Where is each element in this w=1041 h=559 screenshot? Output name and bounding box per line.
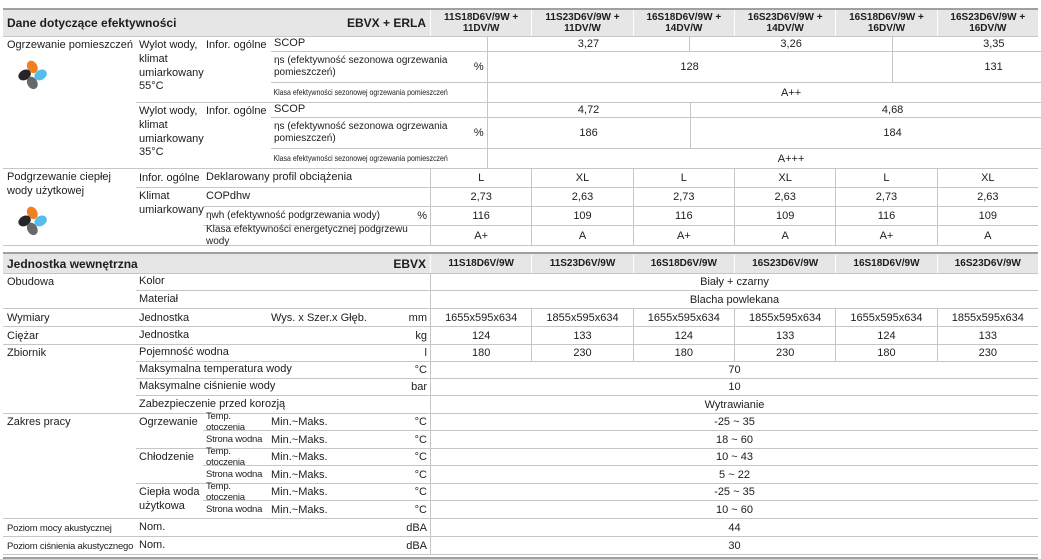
- model-column-header: 16S23D6V/9W: [937, 254, 1038, 273]
- efficiency-section-title: Dane dotyczące efektywności: [7, 16, 177, 30]
- mode-label: Ciepła woda użytkowa: [139, 486, 200, 512]
- value-cell: 109: [531, 207, 632, 225]
- value-cell: A: [734, 226, 835, 245]
- value-cell: 10: [430, 379, 1038, 395]
- value-cell: 116: [430, 207, 531, 225]
- water-outlet-55-block: [136, 37, 1041, 103]
- spec-row-cooling-water: [203, 466, 1038, 483]
- value-cell: L: [430, 169, 531, 187]
- unit-label: °C: [414, 433, 427, 446]
- value-cell: A+: [835, 226, 936, 245]
- spec-row-load-profile: [136, 169, 1038, 188]
- spec-row-scop-35: [271, 103, 1041, 118]
- space-heating-rows: [136, 37, 1041, 168]
- value-cell: 230: [937, 345, 1038, 361]
- indoor-header-left: [3, 254, 430, 273]
- param-label: Jednostka: [139, 328, 190, 341]
- model-column-header: 11S18D6V/9W + 11DV/W: [430, 10, 531, 36]
- unit-label: %: [473, 61, 484, 73]
- value-cell: 109: [937, 207, 1038, 225]
- sound-pressure-label-cell: [3, 537, 136, 554]
- param-label: Nom.: [139, 520, 166, 533]
- value-cell: 5 ~ 22: [430, 466, 1038, 483]
- param-label: Klasa efektywności sezonowej ogrzewania pomieszczeń: [273, 87, 448, 98]
- spec-row-corrosion-protection: [136, 396, 1038, 413]
- sub-param-label: Strona wodna: [206, 504, 263, 515]
- row-group-label: Wymiary: [7, 311, 50, 324]
- spec-row-sound-power: [136, 519, 1038, 536]
- value-cell: 128: [487, 52, 892, 82]
- value-cell: 124: [430, 327, 531, 344]
- spec-row-material: [136, 291, 1038, 308]
- value-cell: 1655x595x634: [835, 309, 936, 326]
- range-label: Min.~Maks.: [271, 416, 328, 428]
- param-label: Materiał: [139, 292, 179, 305]
- seasonal-efficiency-flower-icon: [17, 62, 47, 90]
- value-cell: L: [835, 169, 936, 187]
- value-cell: Biały + czarny: [430, 274, 1038, 290]
- value-cell: 1855x595x634: [937, 309, 1038, 326]
- spec-row-cooling-ambient: [203, 446, 1038, 468]
- value-cell: A+++: [487, 149, 1041, 168]
- unit-label: dBA: [406, 521, 427, 534]
- value-cell: 230: [531, 345, 632, 361]
- info-label: Infor. ogólne: [206, 105, 267, 117]
- spec-row-water-volume: [136, 345, 1038, 362]
- model-column-header: 16S18D6V/9W: [633, 254, 734, 273]
- value-cell: A: [937, 226, 1038, 245]
- value-cell: Blacha powlekana: [430, 291, 1038, 308]
- spec-row-dhw-class: [203, 223, 1038, 247]
- range-label: Min.~Maks.: [271, 468, 328, 481]
- spec-row-max-water-temp: [136, 362, 1038, 379]
- value-cell: 3,35: [892, 37, 1041, 51]
- indoor-model-columns: [430, 254, 1038, 273]
- model-column-header: 16S23D6V/9W: [734, 254, 835, 273]
- unit-label: °C: [414, 486, 427, 498]
- space-heating-group-label-cell: [3, 37, 136, 168]
- spec-row-weight: [136, 327, 1038, 344]
- model-column-header: 11S18D6V/9W: [430, 254, 531, 273]
- value-cell: 180: [633, 345, 734, 361]
- mode-label: Chłodzenie: [139, 451, 195, 463]
- unit-label: %: [417, 210, 427, 222]
- row-group-label: Ogrzewanie pomieszczeń: [7, 39, 133, 51]
- tank-group: [3, 345, 1038, 414]
- indoor-model-series: EBVX: [393, 256, 426, 271]
- model-column-header: 16S18D6V/9W + 16DV/W: [835, 10, 936, 36]
- range-label: Min.~Maks.: [271, 451, 328, 463]
- row-group-label: Ciężar: [7, 329, 39, 342]
- value-cell: 186: [487, 118, 690, 148]
- value-cell: XL: [734, 169, 835, 187]
- param-detail-label: Wys. x Szer.x Głęb.: [271, 311, 367, 324]
- dimensions-group: [3, 309, 1038, 327]
- unit-label: [453, 103, 487, 117]
- condition-label: Wylot wody, klimat umiarkowany 55°C: [139, 39, 204, 93]
- sub-param-label: Strona wodna: [206, 434, 263, 445]
- value-cell: 2,73: [835, 188, 936, 206]
- value-cell: -25 ~ 35: [430, 484, 1038, 500]
- value-cell: 30: [430, 537, 1038, 554]
- indoor-section-header: [3, 254, 1038, 274]
- row-group-label: Zbiornik: [7, 347, 47, 359]
- weight-group-label-cell: [3, 327, 136, 344]
- param-label: ηs (efektywność sezonowa ogrzewania pomieszczeń): [274, 55, 448, 78]
- casing-group: [3, 274, 1038, 309]
- value-cell: 116: [633, 207, 734, 225]
- unit-label: [453, 37, 487, 51]
- info-label: Infor. ogólne: [139, 172, 200, 184]
- value-cell: -25 ~ 35: [430, 414, 1038, 430]
- param-label: Maksymalne ciśnienie wody: [139, 380, 276, 393]
- indoor-section-title: Jednostka wewnętrzna: [7, 256, 138, 271]
- value-cell: 2,73: [430, 188, 531, 206]
- sound-power-label-cell: [3, 519, 136, 536]
- value-cell: 70: [430, 362, 1038, 378]
- value-cell: 1655x595x634: [633, 309, 734, 326]
- spec-row-scop-55: [271, 37, 1041, 52]
- value-cell: 3,27: [487, 37, 690, 51]
- dimensions-group-label-cell: [3, 309, 136, 326]
- model-column-header: 11S23D6V/9W: [531, 254, 632, 273]
- value-cell: 124: [835, 327, 936, 344]
- spec-row-heating-ambient: [203, 411, 1038, 433]
- value-cell: 2,63: [531, 188, 632, 206]
- value-cell: 1855x595x634: [531, 309, 632, 326]
- dhw-group: [3, 169, 1038, 246]
- info-label: Infor. ogólne: [206, 39, 267, 51]
- efficiency-model-columns: [430, 10, 1038, 36]
- value-cell: 3,26: [689, 37, 892, 51]
- unit-label: °C: [414, 364, 427, 376]
- range-cooling-block: [136, 446, 1038, 484]
- value-cell: 2,63: [937, 188, 1038, 206]
- value-cell: 18 ~ 60: [430, 431, 1038, 448]
- param-label: Maksymalna temperatura wody: [139, 363, 292, 376]
- value-cell: 230: [734, 345, 835, 361]
- value-cell: 180: [835, 345, 936, 361]
- param-label: Klasa efektywności sezonowej ogrzewania pomieszczeń: [273, 153, 448, 164]
- spec-row-class-35: [271, 149, 1041, 168]
- spec-row-color: [136, 274, 1038, 291]
- efficiency-section-header: [3, 10, 1038, 37]
- value-cell: 109: [734, 207, 835, 225]
- model-column-header: 16S23D6V/9W + 14DV/W: [734, 10, 835, 36]
- condition-label: Klimat umiarkowany: [139, 190, 204, 216]
- spec-row-class-55: [271, 83, 1041, 102]
- row-group-label: Poziom ciśnienia akustycznego: [7, 540, 134, 552]
- model-column-header: 16S18D6V/9W: [835, 254, 936, 273]
- value-cell: 10 ~ 60: [430, 501, 1038, 518]
- indoor-unit-section: [3, 252, 1038, 559]
- dhw-rows: [136, 169, 1038, 245]
- condition-label: Wylot wody, klimat umiarkowany 35°C: [139, 105, 204, 159]
- unit-label: °C: [414, 503, 427, 516]
- value-cell: 133: [937, 327, 1038, 344]
- value-cell: 184: [690, 118, 1041, 148]
- unit-label: °C: [414, 451, 427, 463]
- unit-label: %: [473, 127, 484, 139]
- range-label: Min.~Maks.: [271, 433, 328, 446]
- range-dhw-block: [136, 481, 1038, 518]
- row-group-label: Zakres pracy: [7, 416, 71, 428]
- value-cell: 131: [892, 52, 1041, 82]
- unit-label: bar: [411, 381, 427, 393]
- sub-param-label: Temp. otoczenia: [206, 411, 245, 433]
- param-label: SCOP: [274, 103, 306, 116]
- value-cell: L: [633, 169, 734, 187]
- param-label: Jednostka: [139, 311, 190, 324]
- sub-param-label: Temp. otoczenia: [206, 446, 245, 468]
- value-cell: A+: [633, 226, 734, 245]
- efficiency-header-left: [3, 10, 430, 36]
- param-label: SCOP: [274, 37, 306, 50]
- efficiency-section: [3, 8, 1038, 246]
- casing-group-label-cell: [3, 274, 136, 308]
- value-cell: A: [531, 226, 632, 245]
- tank-group-label-cell: [3, 345, 136, 413]
- operation-range-group: [3, 411, 1038, 519]
- unit-label: °C: [414, 468, 427, 481]
- param-label: Nom.: [139, 538, 166, 551]
- value-cell: 1655x595x634: [430, 309, 531, 326]
- value-cell: 2,73: [633, 188, 734, 206]
- range-heating-block: [136, 411, 1038, 449]
- value-cell: XL: [937, 169, 1038, 187]
- row-group-label: Poziom mocy akustycznej: [7, 522, 112, 534]
- param-label: Deklarowany profil obciążenia: [206, 171, 353, 184]
- space-heating-group: [3, 37, 1038, 169]
- param-label: Klasa efektywności energetycznej podgrzewu wody: [206, 223, 408, 247]
- value-cell: XL: [531, 169, 632, 187]
- model-column-header: 16S23D6V/9W + 16DV/W: [937, 10, 1038, 36]
- value-cell: 1855x595x634: [734, 309, 835, 326]
- water-outlet-35-block: [136, 103, 1041, 168]
- efficiency-model-series: EBVX + ERLA: [346, 16, 426, 30]
- value-cell: 44: [430, 519, 1038, 536]
- value-cell: A++: [487, 83, 1041, 102]
- param-label: Zabezpieczenie przed korozją: [139, 397, 286, 410]
- param-label: ηwh (efektywność podgrzewania wody): [206, 210, 380, 221]
- range-label: Min.~Maks.: [271, 503, 328, 516]
- spec-row-dimensions: [136, 309, 1038, 326]
- sub-param-label: Strona wodna: [206, 469, 263, 480]
- value-cell: 4,72: [487, 103, 690, 117]
- dhw-climate-block: [136, 188, 1038, 245]
- unit-label: kg: [415, 329, 427, 342]
- row-group-label: Podgrzewanie ciepłej wody użytkowej: [7, 171, 111, 197]
- spec-row-sound-pressure: [136, 537, 1038, 554]
- spec-row-eta-55: [271, 52, 1041, 83]
- value-cell: 10 ~ 43: [430, 449, 1038, 465]
- mode-label: Ogrzewanie: [139, 416, 198, 428]
- weight-group: [3, 327, 1038, 345]
- sound-power-group: [3, 519, 1038, 537]
- seasonal-efficiency-flower-icon: [17, 208, 47, 236]
- unit-label: mm: [408, 311, 427, 324]
- dhw-group-label-cell: [3, 169, 136, 245]
- row-group-label: Obudowa: [7, 276, 55, 288]
- param-label: Kolor: [139, 275, 165, 288]
- spec-row-max-water-pressure: [136, 379, 1038, 396]
- value-cell: 124: [633, 327, 734, 344]
- spec-row-copdhw: [203, 188, 1038, 207]
- value-cell: 116: [835, 207, 936, 225]
- param-label: Pojemność wodna: [139, 346, 229, 359]
- value-cell: 133: [531, 327, 632, 344]
- unit-label: dBA: [406, 539, 427, 552]
- value-cell: 4,68: [690, 103, 1041, 117]
- model-column-header: 11S23D6V/9W + 11DV/W: [531, 10, 632, 36]
- spec-row-dhw-ambient: [203, 481, 1038, 503]
- value-cell: 2,63: [734, 188, 835, 206]
- param-label: COPdhw: [206, 190, 251, 203]
- value-cell: 133: [734, 327, 835, 344]
- sub-param-label: Temp. otoczenia: [206, 481, 245, 503]
- param-label: ηs (efektywność sezonowa ogrzewania pomieszczeń): [274, 121, 448, 144]
- value-cell: A+: [430, 226, 531, 245]
- range-label: Min.~Maks.: [271, 486, 328, 498]
- sound-pressure-group: [3, 537, 1038, 555]
- operation-range-label-cell: [3, 414, 136, 518]
- unit-label: l: [424, 347, 427, 359]
- spec-row-dhw-water: [203, 501, 1038, 518]
- spec-row-heating-water: [203, 431, 1038, 448]
- spec-row-eta-35: [271, 118, 1041, 149]
- value-cell: 180: [430, 345, 531, 361]
- spec-table: [3, 8, 1038, 559]
- model-column-header: 16S18D6V/9W + 14DV/W: [633, 10, 734, 36]
- unit-label: °C: [414, 416, 427, 428]
- value-cell: Wytrawianie: [430, 396, 1038, 413]
